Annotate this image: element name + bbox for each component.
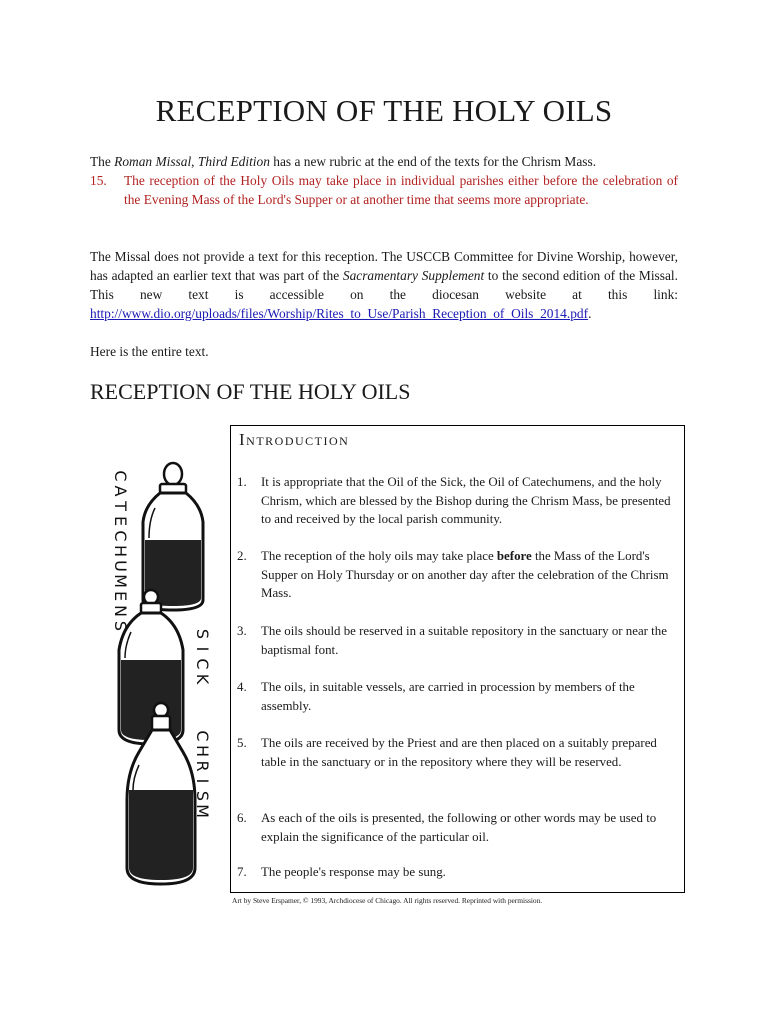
page-title: RECEPTION OF THE HOLY OILS: [155, 93, 613, 128]
catechumens-label-letter: H: [111, 544, 130, 558]
entire-text-line: Here is the entire text.: [90, 344, 209, 359]
item-text: As each of the oils is presented, the following or other words may be used to explain the significance of the particular oil.: [261, 811, 657, 844]
item-text-post: the Mass of the Lord's Supper on Holy Thursday or on another day after the celebration of the Chrism Mass.: [261, 549, 669, 600]
chrism-label-letter: S: [193, 790, 212, 802]
diocesan-link[interactable]: http://www.dio.org/uploads/files/Worship/Rites_to_Use/Parish_Reception_of_Oils_2014.pdf: [90, 306, 589, 321]
item-number: 6.: [237, 811, 247, 825]
item-text: It is appropriate that the Oil of the Sick, the Oil of Catechumens, and the holy Chrism, which are blessed by the Bishop during the Chrism Mass, be presented to and received by the local parish community.: [261, 475, 671, 526]
missal-text-1: The Missal does not provide a text for this reception. The USCCB Committee for Divine Worship, however, has adapted an earlier text that was part of the: [90, 249, 678, 283]
item-text: The oils should be reserved in a suitable repository in the sanctuary or near the baptismal font.: [261, 624, 667, 657]
catechumens-vessel: [143, 463, 203, 610]
item-text: The oils are received by the Priest and are then placed on a suitably prepared table in the sanctuary or in the repository where they will be reserved.: [261, 736, 657, 769]
missal-paragraph: [90, 247, 678, 323]
chrism-label-letter: H: [193, 744, 212, 758]
roman-missal-title: Roman Missal: [114, 154, 192, 169]
catechumens-label-letter: S: [111, 620, 130, 632]
item-number: 4.: [237, 680, 247, 694]
art-credit-caption: Art by Steve Erspamer, © 1993, Archdiocese of Chicago. All rights reserved. Reprinted with permission.: [232, 896, 543, 905]
catechumens-label-letter: C: [111, 470, 130, 482]
introduction-heading: Introduction: [239, 430, 350, 449]
catechumens-label-letter: T: [111, 501, 130, 511]
missal-end: .: [588, 306, 592, 321]
sick-label-letter: I: [193, 646, 212, 652]
chrism-label-letter: M: [193, 804, 212, 818]
sick-label-letter: S: [193, 628, 212, 640]
section-subtitle: RECEPTION OF THE HOLY OILS: [90, 379, 411, 404]
catechumens-label-letter: A: [111, 485, 130, 497]
intro-paragraph: [90, 152, 678, 171]
item-number: 7.: [237, 865, 247, 879]
introduction-box: [230, 425, 685, 893]
sacramentary-supplement-title: Sacramentary Supplement: [342, 268, 485, 283]
sick-label-letter: C: [193, 658, 212, 670]
chrism-label-letter: I: [193, 778, 212, 784]
catechumens-label-letter: C: [111, 530, 130, 542]
intro-rest: has a new rubric at the end of the texts for the Chrism Mass.: [269, 154, 597, 169]
catechumens-label-letter: E: [111, 590, 130, 602]
item-text-bold: before: [496, 549, 532, 563]
item-text: The people's response may be sung.: [261, 865, 446, 879]
rubric-text: The reception of the Holy Oils may take place in individual parishes either before the celebration of the Evening Mass of the Lord's Supper or at another time that seems more appropriate.: [124, 173, 678, 207]
intro-prefix: The: [90, 154, 115, 169]
item-text: [261, 547, 677, 603]
item-number: 5.: [237, 736, 247, 750]
sick-label-letter: K: [193, 673, 212, 685]
chrism-label-letter: C: [193, 730, 212, 742]
intro-comma: ,: [191, 154, 198, 169]
catechumens-label-letter: U: [111, 560, 130, 572]
catechumens-label-letter: N: [111, 605, 130, 617]
catechumens-label-letter: E: [111, 515, 130, 527]
item-number: 2.: [237, 549, 247, 563]
item-number: 1.: [237, 475, 247, 489]
holy-oils-vessels-illustration: [103, 460, 215, 892]
chrism-label-letter: R: [193, 760, 212, 772]
item-text: The oils, in suitable vessels, are carried in procession by members of the assembly.: [261, 680, 635, 713]
third-edition-text: Third Edition: [197, 154, 270, 169]
item-text-pre: The reception of the holy oils may take place: [261, 549, 497, 563]
rubric-number: 15.: [90, 173, 107, 188]
missal-text-2: to the second edition of the Missal. This new text is accessible on the diocesan website at this link:: [90, 268, 678, 302]
catechumens-label-letter: M: [111, 574, 130, 588]
item-number: 3.: [237, 624, 247, 638]
